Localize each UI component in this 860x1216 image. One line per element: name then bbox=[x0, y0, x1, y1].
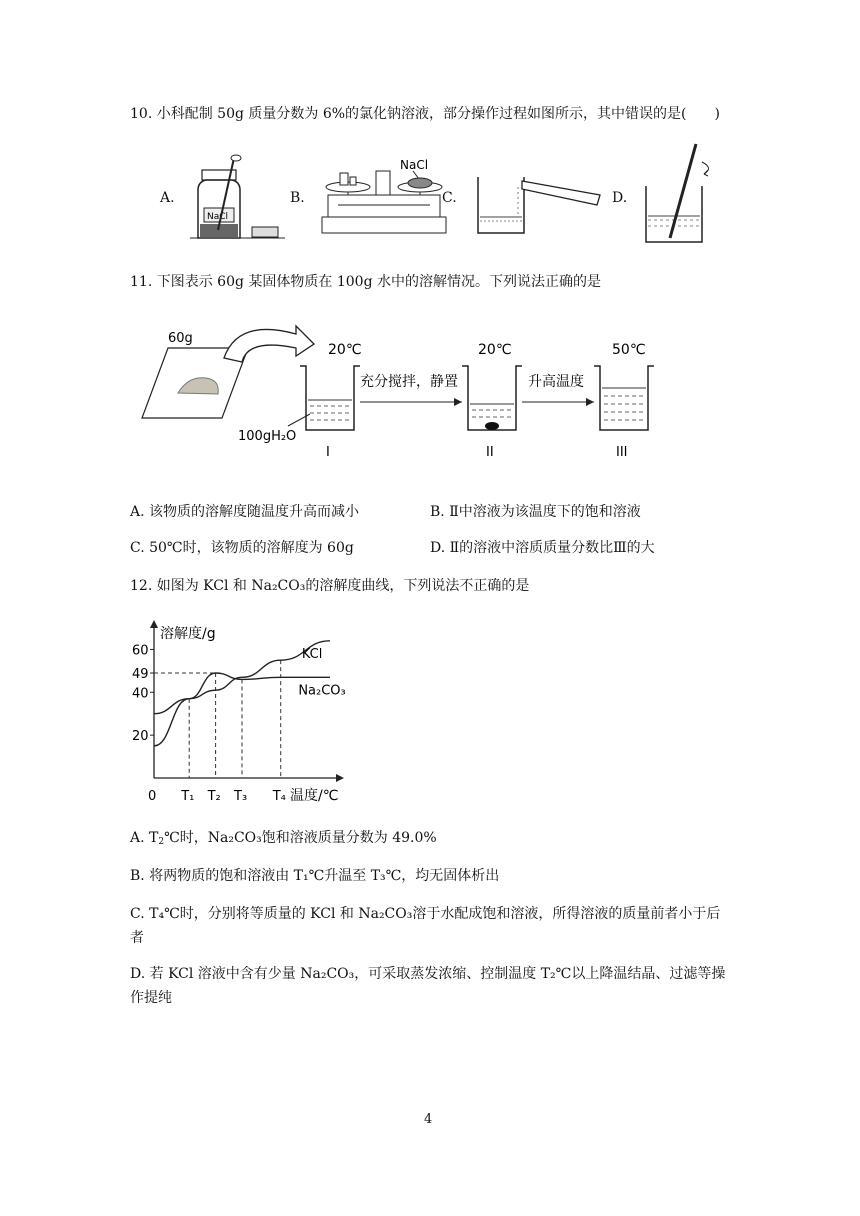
y-tick-label: 60 bbox=[132, 643, 149, 659]
q10-option-c: C. bbox=[442, 190, 457, 206]
q11-figure bbox=[138, 318, 678, 463]
beaker1-label: I bbox=[326, 445, 330, 460]
q12-option-c: C. T₄℃时，分别将等质量的 KCl 和 Na₂CO₃溶于水配成饱和溶液，所得溶液的质量前者小于后者 bbox=[130, 906, 721, 946]
temp3-label: 50℃ bbox=[612, 342, 646, 358]
y-axis-label: 溶解度/g bbox=[160, 626, 216, 642]
beaker2-label: II bbox=[486, 445, 494, 460]
page-number: 4 bbox=[424, 1112, 433, 1127]
step2-label: 升高温度 bbox=[528, 374, 584, 390]
q12-option-a: A. $T_2℃$时，Na₂CO₃饱和溶液质量分数为 49.0% bbox=[130, 830, 437, 847]
nacl-balance-label: NaCl bbox=[400, 158, 429, 172]
q11-option-b: B. Ⅱ中溶液为该温度下的饱和溶液 bbox=[430, 504, 641, 520]
q10-option-d: D. bbox=[612, 190, 628, 206]
step1-label: 充分搅拌，静置 bbox=[360, 374, 458, 390]
x-tick-label: T₁ bbox=[181, 789, 195, 804]
q11-option-d: D. Ⅱ的溶液中溶质质量分数比Ⅲ的大 bbox=[430, 540, 655, 556]
temp1-label: 20℃ bbox=[328, 342, 362, 358]
q12-option-b: B. 将两物质的饱和溶液由 T₁℃升温至 T₃℃，均无固体析出 bbox=[130, 868, 500, 884]
y-tick-label: 40 bbox=[132, 686, 149, 702]
question-12-stem: 12. 如图为 KCl 和 Na₂CO₃的溶解度曲线，下列说法不正确的是 bbox=[130, 578, 530, 594]
q10-figure-a bbox=[190, 150, 290, 245]
q10-option-a: A. bbox=[160, 190, 175, 206]
x-axis-label: 温度/℃ bbox=[290, 788, 339, 804]
y-tick-label: 20 bbox=[132, 729, 149, 745]
series-label-kcl: KCl bbox=[301, 647, 323, 662]
q10-figure-c bbox=[470, 165, 610, 240]
q11-option-c: C. 50℃时，该物质的溶解度为 60g bbox=[130, 540, 354, 556]
q11-option-a: A. 该物质的溶解度随温度升高而减小 bbox=[130, 504, 360, 520]
x-tick-label: T₄ bbox=[272, 789, 286, 804]
x-axis-arrow bbox=[336, 774, 344, 782]
x-tick-label: T₂ bbox=[207, 789, 221, 804]
q10-option-b: B. bbox=[290, 190, 305, 206]
y-tick-label: 49 bbox=[132, 667, 149, 682]
q12-option-d: D. 若 KCl 溶液中含有少量 Na₂CO₃，可采取蒸发浓缩、控制温度 T₂℃以上降温结晶、过滤等操作提纯 bbox=[130, 966, 726, 1006]
mass-label: 60g bbox=[168, 331, 193, 346]
x-tick-label: T₃ bbox=[234, 789, 248, 804]
question-10-stem: 10. 小科配制 50g 质量分数为 6%的氯化钠溶液，部分操作过程如图所示，其中错误的是( ) bbox=[130, 106, 720, 122]
temp2-label: 20℃ bbox=[478, 342, 512, 358]
x-tick-label: 0 bbox=[148, 789, 157, 804]
nacl-jar-label: NaCl bbox=[207, 212, 229, 222]
q10-figure-d bbox=[640, 140, 720, 245]
y-axis-arrow bbox=[150, 620, 158, 628]
solubility-chart bbox=[120, 618, 350, 808]
series-label-na2co3: Na₂CO₃ bbox=[298, 683, 346, 699]
beaker3-label: III bbox=[616, 445, 628, 460]
water-label: 100gH₂O bbox=[238, 429, 297, 444]
question-11-stem: 11. 下图表示 60g 某固体物质在 100g 水中的溶解情况。下列说法正确的是 bbox=[130, 274, 601, 290]
